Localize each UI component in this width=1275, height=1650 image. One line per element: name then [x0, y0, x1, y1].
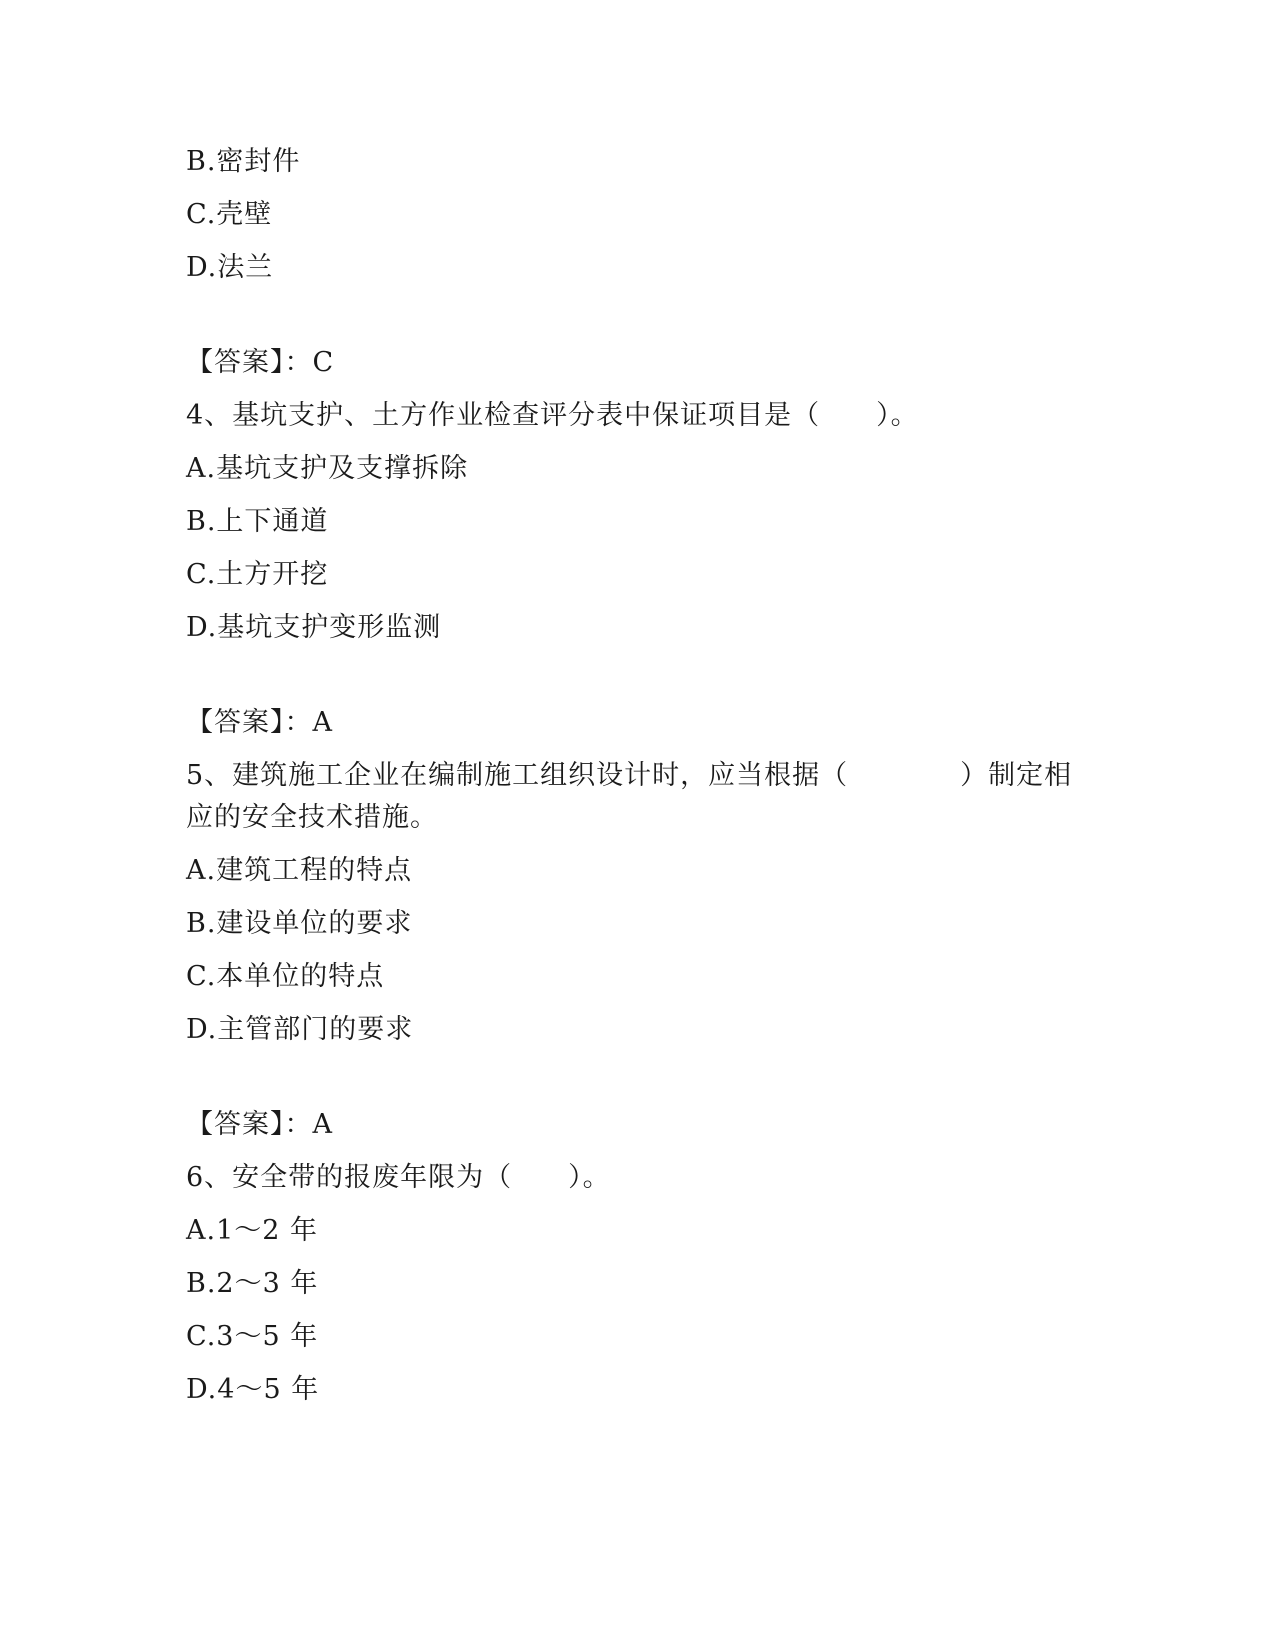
q4-option-d: D.基坑支护变形监测 — [186, 612, 442, 643]
q6-question: 6、安全带的报废年限为（ ）。 — [186, 1162, 611, 1193]
q6-option-d: D.4～5 年 — [186, 1374, 320, 1405]
q4-answer: 【答案】：A — [186, 707, 333, 738]
q4-option-b: B.上下通道 — [186, 506, 329, 537]
q3-option-d: D.法兰 — [186, 252, 274, 283]
q5-question-line2: 应的安全技术措施。 — [186, 802, 438, 833]
q4-option-a: A.基坑支护及支撑拆除 — [186, 453, 469, 484]
q4-question: 4、基坑支护、土方作业检查评分表中保证项目是（ ）。 — [186, 400, 919, 431]
q3-answer: 【答案】：C — [186, 347, 335, 378]
q6-option-b: B.2～3 年 — [186, 1268, 319, 1299]
q5-option-b: B.建设单位的要求 — [186, 908, 413, 939]
q5-option-c: C.本单位的特点 — [186, 961, 385, 992]
q5-answer: 【答案】：A — [186, 1109, 333, 1140]
q3-option-c: C.壳壁 — [186, 199, 273, 230]
q5-question-line1: 5、建筑施工企业在编制施工组织设计时，应当根据（ ）制定相 — [186, 760, 1073, 791]
q6-option-a: A.1～2 年 — [186, 1215, 319, 1246]
q5-option-d: D.主管部门的要求 — [186, 1014, 414, 1045]
q4-option-c: C.土方开挖 — [186, 559, 329, 590]
q6-option-c: C.3～5 年 — [186, 1321, 319, 1352]
q3-option-b: B.密封件 — [186, 146, 301, 177]
q5-option-a: A.建筑工程的特点 — [186, 855, 413, 886]
